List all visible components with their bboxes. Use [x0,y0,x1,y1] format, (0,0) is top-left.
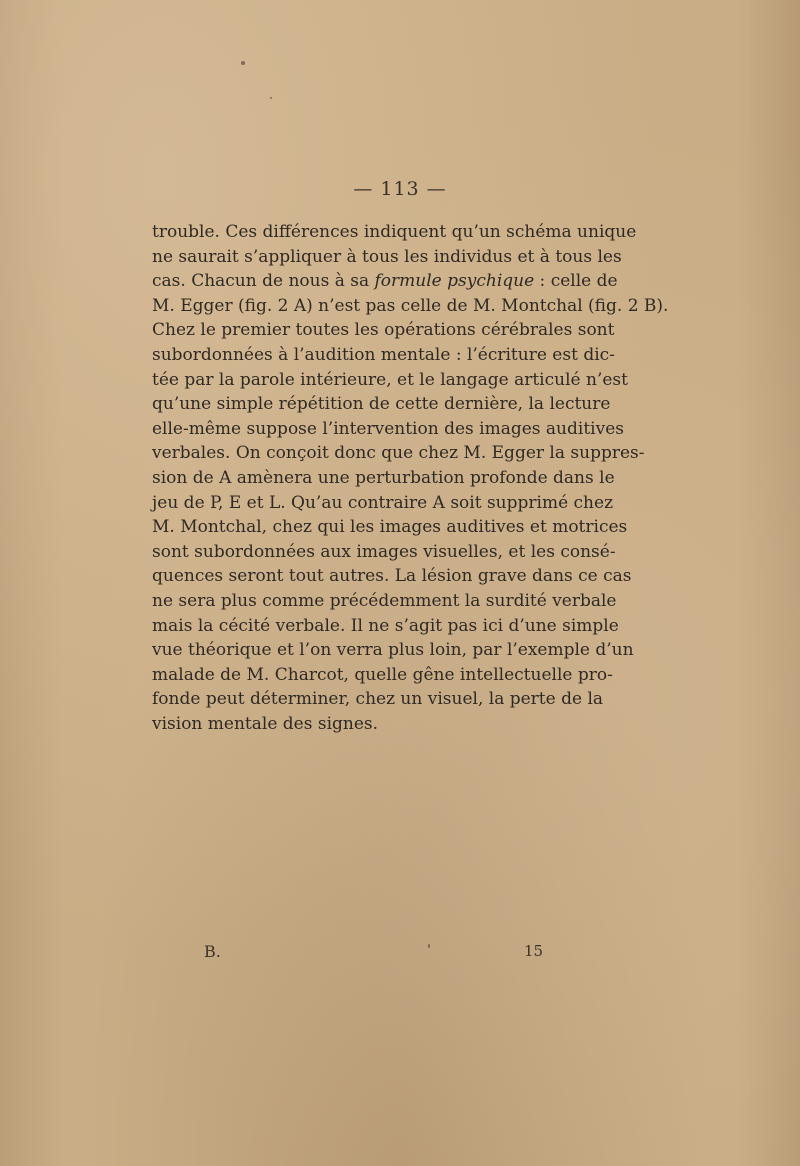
text-line: M. Montchal, chez qui les images auditives et motrices [152,517,628,538]
italic-term: formule psychique [374,271,535,292]
text-line: Chez le premier toutes les opérations cérébrales sont [152,320,615,341]
text-line: ne saurait s’appliquer à tous les individus et à tous les [152,246,622,267]
text-line [152,269,618,294]
page-number: — 113 — [353,178,447,200]
text-line: mais la cécité verbale. Il ne s’agit pas ici d’une simple [152,615,619,636]
paper-speck [428,944,430,948]
text-line: jeu de P, E et L. Qu’au contraire A soit supprimé chez [152,492,614,513]
text-line: sont subordonnées aux images visuelles, et les consé- [152,541,616,562]
body-text [152,220,669,736]
line-text-post: : celle de [534,271,618,292]
signature-number: 15 [524,942,544,960]
text-line: fonde peut déterminer, chez un visuel, la perte de la [152,689,604,710]
text-line: vision mentale des signes. [152,713,379,734]
signature-mark: B. [204,942,221,961]
text-line: qu’une simple répétition de cette dernière, la lecture [152,394,611,415]
text-line: tée par la parole intérieure, et le langage articulé n’est [152,369,628,390]
text-line: elle-même suppose l’intervention des images auditives [152,418,624,439]
text-line: subordonnées à l’audition mentale : l’écriture est dic- [152,344,615,365]
paper-speck [270,97,272,99]
text-line: trouble. Ces différences indiquent qu’un schéma unique [152,222,637,242]
text-line: malade de M. Charcot, quelle gêne intellectuelle pro- [152,664,613,685]
text-line: quences seront tout autres. La lésion grave dans ce cas [152,566,632,587]
text-line: vue théorique et l’on verra plus loin, par l’exemple d’un [152,640,634,661]
text-line: M. Egger (fig. 2 A) n’est pas celle de M. Montchal (fig. 2 B). [152,295,669,316]
line-text-pre: cas. Chacun de nous à sa [152,271,375,292]
paper-speck [241,61,245,65]
text-line: ne sera plus comme précédemment la surdité verbale [152,590,617,611]
text-line: sion de A amènera une perturbation profonde dans le [152,467,615,488]
text-line: verbales. On conçoit donc que chez M. Egger la suppres- [152,443,645,464]
